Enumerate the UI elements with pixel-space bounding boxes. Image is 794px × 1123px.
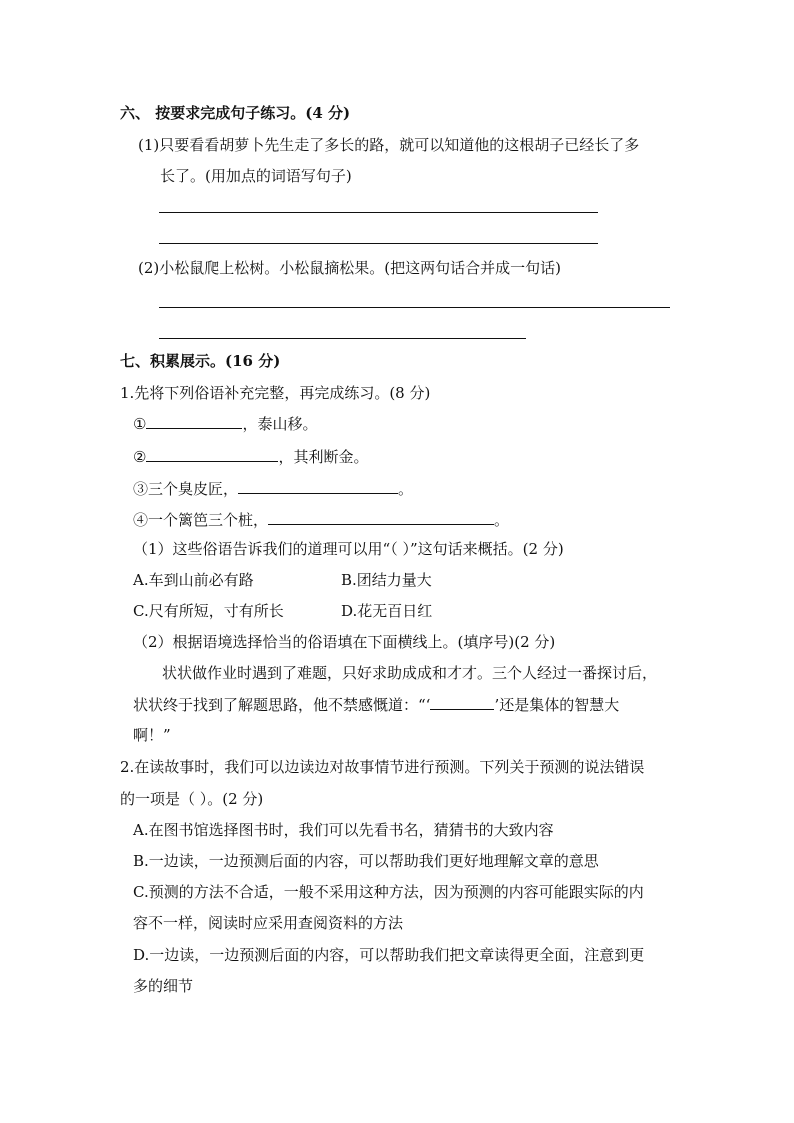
- question-2-option-b[interactable]: B.一边读，一边预测后面的内容，可以帮助我们更好地理解文章的意思: [133, 852, 599, 870]
- passage-blank[interactable]: [430, 694, 494, 710]
- answer-line[interactable]: [159, 338, 526, 339]
- question-1-title: 1.先将下列俗语补充完整，再完成练习。(8 分): [120, 384, 431, 402]
- section-6-question-2: (2)小松鼠爬上松树。小松鼠摘松果。(把这两句话合并成一句话): [138, 259, 561, 277]
- passage-line-2: 状状终于找到了解题思路，他不禁感慨道：“‘ ’还是集体的智慧大: [133, 696, 620, 714]
- section-7-heading: 七、积累展示。(16 分): [120, 352, 281, 370]
- sub-question-1-option-a[interactable]: A.车到山前必有路: [133, 571, 254, 589]
- sub-question-2: （2）根据语境选择恰当的俗语填在下面横线上。(填序号)(2 分): [133, 633, 556, 651]
- question-2-option-d-line-1[interactable]: D.一边读，一边预测后面的内容，可以帮助我们把文章读得更全面，注意到更: [133, 946, 645, 964]
- proverb-item-3: ③三个臭皮匠， 。: [133, 480, 414, 498]
- sub-question-1-option-b[interactable]: B.团结力量大: [341, 571, 432, 589]
- question-2-option-a[interactable]: A.在图书馆选择图书时，我们可以先看书名，猜猜书的大致内容: [133, 821, 554, 839]
- passage-line-3: 啊！”: [133, 726, 171, 744]
- sub-question-1-option-d[interactable]: D.花无百日红: [341, 602, 433, 620]
- proverb-blank-2[interactable]: [146, 446, 278, 462]
- proverb-blank-4[interactable]: [268, 509, 494, 525]
- question-2-option-d-line-2[interactable]: 多的细节: [133, 977, 194, 995]
- question-2-option-c-line-2[interactable]: 容不一样，阅读时应采用查阅资料的方法: [133, 914, 404, 932]
- section-6-question-1-line-1: (1)只要看看胡萝卜先生走了多长的路，就可以知道他的这根胡子已经长了多: [138, 136, 640, 154]
- answer-line[interactable]: [159, 243, 598, 244]
- proverb-item-2: ② ，其利断金。: [133, 448, 369, 466]
- section-6-heading: 六、 按要求完成句子练习。(4 分): [120, 104, 351, 122]
- proverb-item-4: ④一个篱笆三个桩， 。: [133, 511, 510, 529]
- sub-question-1: （1）这些俗语告诉我们的道理可以用“（ ）”这句话来概括。(2 分): [133, 540, 564, 558]
- answer-line[interactable]: [159, 212, 598, 213]
- proverb-blank-1[interactable]: [146, 413, 242, 429]
- question-2-option-c-line-1[interactable]: C.预测的方法不合适，一般不采用这种方法，因为预测的内容可能跟实际的内: [133, 883, 644, 901]
- section-6-question-1-line-2: 长了。(用加点的词语写句子): [160, 167, 352, 185]
- sub-question-1-option-c[interactable]: C.尺有所短，寸有所长: [133, 602, 284, 620]
- passage-line-1: 状状做作业时遇到了难题，只好求助成成和才才。三个人经过一番探讨后，: [162, 664, 658, 682]
- question-2-title-line-1: 2.在读故事时，我们可以边读边对故事情节进行预测。下列关于预测的说法错误: [120, 758, 645, 776]
- answer-line[interactable]: [159, 307, 670, 308]
- question-2-title-line-2: 的一项是（ ）。(2 分): [120, 790, 264, 808]
- proverb-blank-3[interactable]: [238, 478, 398, 494]
- proverb-item-1: ① ，泰山移。: [133, 415, 318, 433]
